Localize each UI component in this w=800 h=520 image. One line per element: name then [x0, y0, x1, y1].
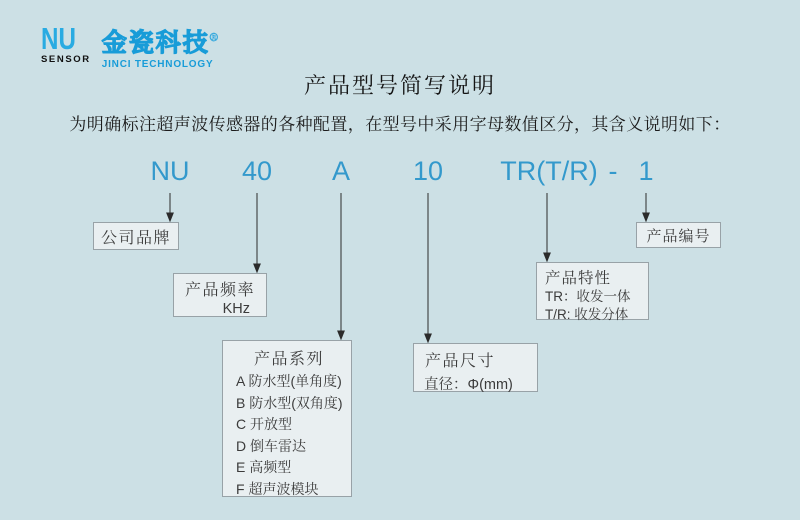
code-segment-dash: - — [608, 156, 618, 186]
product-series-list — [223, 371, 351, 500]
code-segment-feature: TR(T/R) — [500, 156, 598, 186]
series-item-c: C 开放型 — [236, 416, 292, 432]
logo-sensor-text: SENSOR — [41, 54, 91, 65]
arrow-head-series — [338, 331, 344, 339]
logo-nu-text: NU — [41, 21, 76, 56]
page-subtitle: 为明确标注超声波传感器的各种配置，在型号中采用字母数值区分，其含义说明如下： — [69, 115, 731, 134]
series-item-b: B 防水型(双角度) — [236, 394, 343, 411]
code-segment-series: A — [331, 156, 351, 186]
code-segment-size: 10 — [412, 156, 444, 186]
series-item-f: F 超声波模块 — [236, 480, 319, 497]
box-product-size-detail: 直径：Φ(mm) — [424, 377, 513, 393]
box-product-size-title: 产品尺寸 — [425, 353, 496, 370]
box-product-feature-line-tr: TR：收发一体 — [545, 289, 631, 304]
code-segment-brand: NU — [150, 156, 190, 186]
box-product-feature-title: 产品特性 — [545, 270, 612, 287]
box-product-number — [636, 222, 721, 248]
logo-company-cn — [102, 25, 218, 57]
box-product-frequency-title: 产品频率 — [184, 282, 255, 299]
arrow-head-number — [643, 213, 649, 221]
company-logo — [41, 21, 218, 70]
arrow-head-frequency — [254, 264, 260, 272]
series-item-e: E 高频型 — [236, 459, 292, 475]
series-item-d: D 倒车雷达 — [236, 437, 306, 454]
arrow-head-feature — [544, 253, 550, 261]
arrow-head-size — [425, 334, 431, 342]
code-segment-number: 1 — [638, 156, 654, 186]
page-title: 产品型号简写说明 — [303, 73, 496, 98]
logo-company-en: JINCI TECHNOLOGY — [101, 59, 214, 70]
box-product-feature — [536, 262, 649, 320]
arrow-head-brand — [167, 213, 173, 221]
box-product-series-title: 产品系列 — [253, 351, 324, 368]
series-item-a: A 防水型(单角度) — [236, 373, 342, 389]
logo-company-cn-text: 金瓷科技 — [101, 29, 210, 57]
logo-company-block — [102, 25, 218, 70]
box-product-series — [222, 340, 352, 497]
box-product-feature-line-t-r: T/R: 收发分体 — [545, 306, 629, 322]
box-product-number-title: 产品编号 — [646, 227, 711, 245]
registered-trademark-icon: ® — [209, 32, 218, 44]
logo-nu-block — [41, 21, 91, 65]
box-company-brand — [93, 222, 179, 250]
box-product-size — [413, 343, 538, 392]
code-segment-frequency: 40 — [241, 156, 273, 186]
box-product-frequency-unit: KHz — [222, 301, 250, 317]
box-company-brand-title: 公司品牌 — [100, 229, 171, 247]
box-product-frequency — [173, 273, 267, 317]
